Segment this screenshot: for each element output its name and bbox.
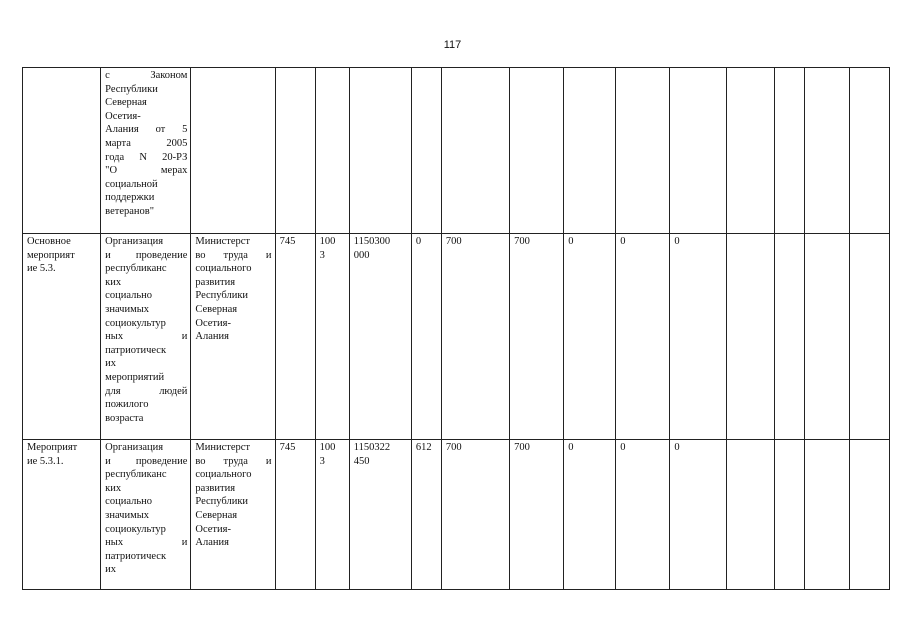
cell-value: 0 bbox=[564, 234, 616, 440]
cell-value bbox=[726, 440, 774, 590]
cell-rzpr bbox=[315, 68, 349, 234]
cell-csr bbox=[349, 68, 411, 234]
cell-value: 0 bbox=[564, 440, 616, 590]
page-number: 117 bbox=[443, 39, 462, 51]
cell-value bbox=[849, 68, 889, 234]
cell-grbs: 745 bbox=[275, 234, 315, 440]
table-row bbox=[23, 68, 890, 234]
cell-value bbox=[804, 234, 849, 440]
cell-vr: 612 bbox=[411, 440, 441, 590]
cell-executor: Министерст во труда и социального развития Республики Северная Осетия- Алания bbox=[191, 440, 275, 590]
cell-activity-name: Мероприят ие 5.3.1. bbox=[23, 440, 101, 590]
cell-grbs: 745 bbox=[275, 440, 315, 590]
cell-value bbox=[726, 68, 774, 234]
cell-activity-description: Организация и проведение республиканс ких социально значимых социокультур ных и патриотическ их bbox=[101, 440, 191, 590]
cell-activity-name bbox=[23, 68, 101, 234]
cell-executor: Министерст во труда и социального развития Республики Северная Осетия- Алания bbox=[191, 234, 275, 440]
cell-executor bbox=[191, 68, 275, 234]
cell-value bbox=[670, 68, 726, 234]
cell-rzpr: 100 3 bbox=[315, 234, 349, 440]
table-row bbox=[23, 440, 890, 590]
cell-value: 0 bbox=[616, 234, 670, 440]
cell-value: 0 bbox=[670, 234, 726, 440]
cell-rzpr: 100 3 bbox=[315, 440, 349, 590]
cell-value: 700 bbox=[510, 234, 564, 440]
cell-value bbox=[804, 440, 849, 590]
cell-activity-description: Организация и проведение республиканс ких социально значимых социокультур ных и патриотическ их мероприятий для людей пожилого возраста bbox=[101, 234, 191, 440]
cell-vr: 0 bbox=[411, 234, 441, 440]
budget-table bbox=[22, 67, 890, 590]
cell-value bbox=[849, 234, 889, 440]
cell-value: 700 bbox=[441, 234, 509, 440]
cell-value bbox=[510, 68, 564, 234]
cell-csr: 1150300 000 bbox=[349, 234, 411, 440]
cell-value: 0 bbox=[670, 440, 726, 590]
cell-value: 700 bbox=[441, 440, 509, 590]
cell-activity-description: с Законом Республики Северная Осетия- Алания от 5 марта 2005 года N 20-РЗ "О мерах социальной поддержки ветеранов" bbox=[101, 68, 191, 234]
cell-value: 700 bbox=[510, 440, 564, 590]
table-row bbox=[23, 234, 890, 440]
cell-value bbox=[774, 440, 804, 590]
cell-value bbox=[849, 440, 889, 590]
cell-value bbox=[726, 234, 774, 440]
cell-value bbox=[804, 68, 849, 234]
cell-value bbox=[564, 68, 616, 234]
cell-vr bbox=[411, 68, 441, 234]
cell-grbs bbox=[275, 68, 315, 234]
cell-value bbox=[616, 68, 670, 234]
cell-value bbox=[774, 68, 804, 234]
cell-csr: 1150322 450 bbox=[349, 440, 411, 590]
cell-value bbox=[441, 68, 509, 234]
cell-activity-name: Основное мероприят ие 5.3. bbox=[23, 234, 101, 440]
cell-value: 0 bbox=[616, 440, 670, 590]
cell-value bbox=[774, 234, 804, 440]
